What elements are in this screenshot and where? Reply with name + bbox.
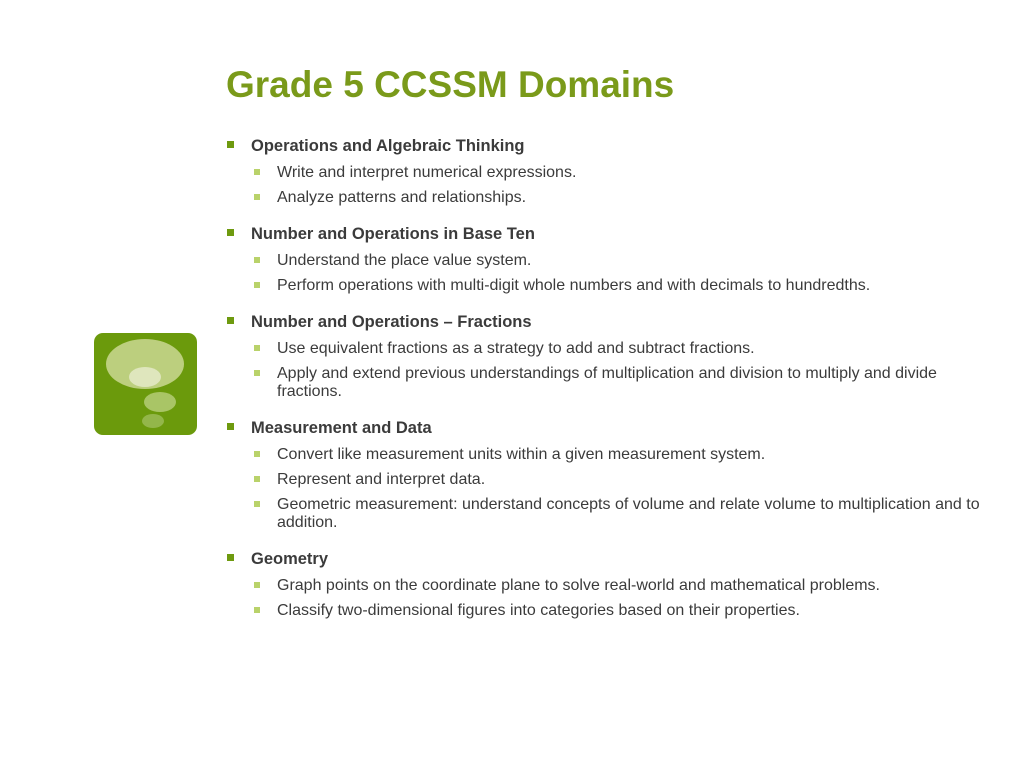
standard-list [226,252,986,295]
speech-bubbles-icon [94,333,197,435]
domain-heading-text: Measurement and Data [251,419,432,437]
domain-heading-text: Number and Operations in Base Ten [251,225,535,243]
domain-heading-text: Number and Operations – Fractions [251,313,532,331]
domain-heading [226,418,986,439]
standard-list [226,340,986,401]
domain-section [226,418,986,532]
domain-list [226,136,986,637]
standard-text: Write and interpret numerical expressions. [277,164,577,181]
square-bullet-icon [227,317,234,324]
square-bullet-icon [254,607,260,613]
domain-section [226,549,986,620]
square-bullet-icon [254,370,260,376]
square-bullet-icon [254,257,260,263]
square-bullet-icon [254,451,260,457]
standard-text: Represent and interpret data. [277,471,486,488]
logo-bubble-highlight [129,367,161,387]
standard-text: Classify two-dimensional figures into categories based on their properties. [277,602,800,619]
standard-text: Understand the place value system. [277,252,532,269]
standard-text: Perform operations with multi-digit whole numbers and with decimals to hundredths. [277,277,871,294]
standard-item [226,496,986,532]
standard-item [226,471,986,489]
standard-item [226,602,986,620]
square-bullet-icon [227,141,234,148]
square-bullet-icon [254,501,260,507]
domain-heading [226,224,986,245]
standard-text: Graph points on the coordinate plane to solve real-world and mathematical problems. [277,577,880,594]
standard-text: Convert like measurement units within a given measurement system. [277,446,766,463]
domain-heading [226,549,986,570]
domain-heading-text: Operations and Algebraic Thinking [251,137,525,155]
standard-list [226,164,986,207]
domain-section [226,224,986,295]
standard-item [226,365,986,401]
standard-item [226,189,986,207]
square-bullet-icon [254,582,260,588]
square-bullet-icon [254,476,260,482]
standard-list [226,446,986,532]
standard-item [226,446,986,464]
standard-item [226,164,986,182]
square-bullet-icon [254,194,260,200]
square-bullet-icon [227,554,234,561]
domain-heading [226,136,986,157]
standard-item [226,577,986,595]
standard-text: Analyze patterns and relationships. [277,189,527,206]
logo-bubble-medium [144,392,176,412]
domain-heading [226,312,986,333]
logo-bubble-small [142,414,164,428]
square-bullet-icon [254,169,260,175]
domain-section [226,312,986,401]
square-bullet-icon [254,282,260,288]
standard-item [226,340,986,358]
domain-heading-text: Geometry [251,550,329,568]
standard-text: Use equivalent fractions as a strategy to add and subtract fractions. [277,340,755,357]
square-bullet-icon [254,345,260,351]
domain-section [226,136,986,207]
square-bullet-icon [227,423,234,430]
standard-text: Geometric measurement: understand concepts of volume and relate volume to multiplication and to addition. [277,496,980,531]
slide-title: Grade 5 CCSSM Domains [226,64,675,105]
standard-text: Apply and extend previous understandings of multiplication and division to multiply and divide fractions. [277,365,937,400]
standard-list [226,577,986,620]
standard-item [226,252,986,270]
square-bullet-icon [227,229,234,236]
standard-item [226,277,986,295]
